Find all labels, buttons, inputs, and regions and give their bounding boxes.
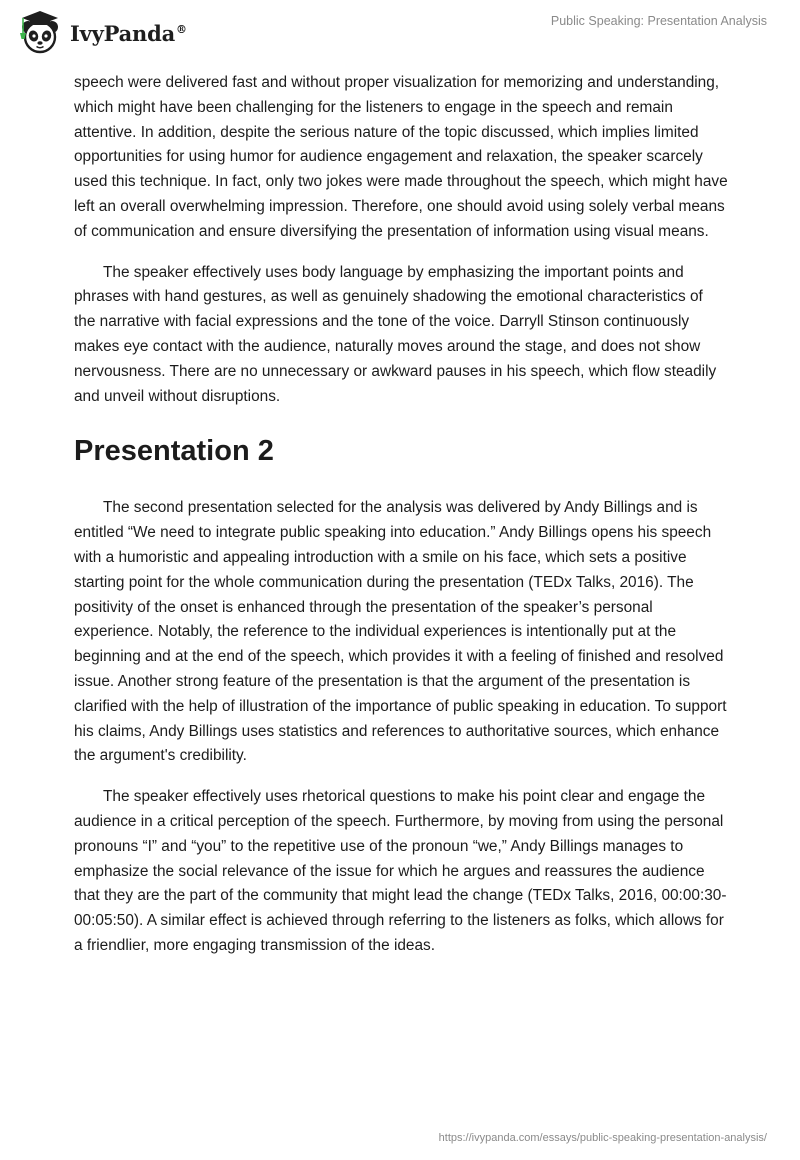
document-title: Public Speaking: Presentation Analysis (550, 14, 767, 28)
paragraph-continued: speech were delivered fast and without proper visualization for memorizing and understanding, which might have been challenging for the listeners to engage in the speech and remain attentive. In addition, despite the serious nature of the topic discussed, which implies limited opportunities for using humor for audience engagement and relaxation, the speaker scarcely used this technique. In fact, only two jokes were made throughout the speech, which might have left an overall overwhelming impression. Therefore, one should avoid using solely verbal means of communication and ensure diversifying the presentation of information using visual means. (74, 74, 728, 240)
page-header (0, 0, 800, 62)
section-heading: Presentation 2 (74, 435, 274, 468)
paragraph-presentation-two-intro: The second presentation selected for the analysis was delivered by Andy Billings and is entitled “We need to integrate public speaking into education.” Andy Billings opens his speech with a humoristic and appealing introduction with a smile on his face, which sets a positive starting point for the whole communication during the presentation (TEDx Talks, 2016). The positivity of the onset is enhanced through the presentation of the speaker’s personal experience. Notably, the reference to the individual experiences is intentionally put at the beginning and at the end of the speech, which provides it with a feeling of finished and resolved issue. Another strong feature of the presentation is that the argument of the presentation is clarified with the help of illustration of the importance of public speaking in education. To support his claims, Andy Billings uses statistics and references to authoritative sources, which enhance the argument's credibility. (74, 499, 727, 765)
panda-graduate-icon (14, 8, 66, 56)
essay-content (74, 71, 728, 975)
paragraph-rhetorical-questions: The speaker effectively uses rhetorical questions to make his point clear and engage the audience in a critical perception of the speech. Furthermore, by moving from using the personal pronouns “I” and “you” to the repetitive use of the pronoun “we,” Andy Billings manages to emphasize the social relevance of the issue for which he argues and reassures the audience that they are the part of the community that might lead the change (TEDx Talks, 2016, 00:00:30-00:05:50). A similar effect is achieved through referring to the listeners as folks, which allows for a friendlier, more engaging transmission of the ideas. (74, 788, 727, 954)
source-url[interactable]: https://ivypanda.com/essays/public-speaking-presentation-analysis/ (438, 1132, 767, 1144)
paragraph-body-language: The speaker effectively uses body language by emphasizing the important points and phrases with hand gestures, as well as genuinely shadowing the emotional characteristics of the narrative with facial expressions and the tone of the voice. Darryll Stinson continuously makes eye contact with the audience, naturally moves around the stage, and does not show nervousness. There are no unnecessary or awkward pauses in his speech, which flow steadily and unveil without disruptions. (74, 263, 717, 405)
ivypanda-logo[interactable] (14, 8, 187, 56)
brand-name: IvyPanda® (70, 20, 187, 46)
